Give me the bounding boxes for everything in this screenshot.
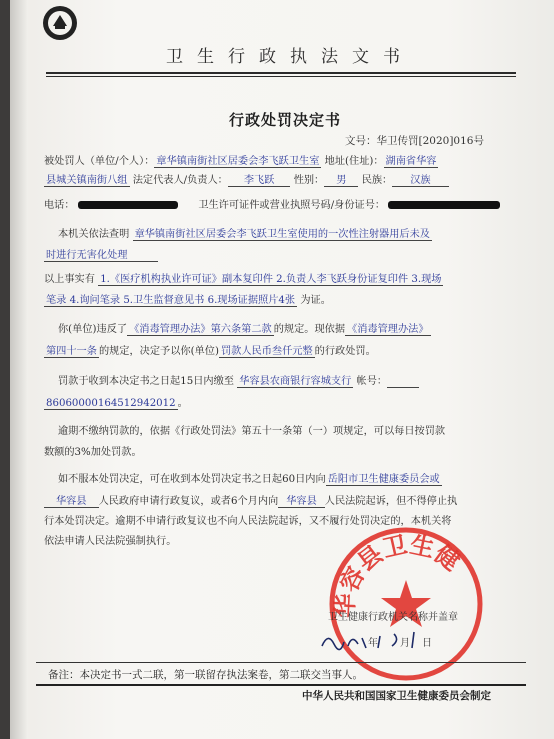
appeal-line-1: 如不服本处罚决定，可在收到本处罚决定书之日起60日内向 岳阳市卫生健康委员会或 <box>58 474 440 485</box>
document-number: 文号：华卫传罚[2020]016号 <box>345 135 484 147</box>
redacted-id <box>388 201 500 209</box>
header-title: 卫生行政执法文书 <box>166 47 414 67</box>
footer-note: 备注：本决定书一式二联，第一联留存执法案卷，第二联交当事人。 <box>48 669 363 681</box>
header-divider <box>46 72 516 74</box>
handwritten-date <box>318 626 438 652</box>
overdue-line-1: 逾期不缴纳罚款的，依据《行政处罚法》第五十一条第（一）项规定，可以每日按罚款 <box>58 426 446 437</box>
party-nation: 汉族 <box>392 175 448 187</box>
facts-line-2: 时进行无害化处理 <box>44 246 158 261</box>
party-name: 章华镇南街社区居委会李飞跃卫生室 <box>156 156 320 167</box>
party-sex: 男 <box>324 175 358 187</box>
authority-label: 卫生健康行政机关名称并盖章 <box>328 612 458 623</box>
document-title: 行政处罚决定书 <box>228 111 341 129</box>
party-representative: 李飞跃 <box>228 175 291 187</box>
party-address: 湖南省华容 <box>385 156 437 167</box>
svg-text:年: 年 <box>368 638 378 649</box>
appeal-line-4: 依法申请人民法院强制执行。 <box>44 536 177 547</box>
svg-text:月: 月 <box>400 638 410 649</box>
header-divider-thin <box>46 76 516 77</box>
payment-line-2: 86060000164512942012 。 <box>46 398 188 409</box>
contact-line: 电话： 卫生许可证件或营业执照号码/身份证号： <box>44 196 500 211</box>
page-shadow <box>10 0 28 739</box>
violation-line-1: 你(单位)违反了 《消毒管理办法》第六条第二款 的规定。现依据 《消毒管理办法》 <box>58 324 429 335</box>
payment-line-1: 罚款于收到本决定书之日起15日内缴至 华容县农商银行容城支行 帐号： <box>58 372 419 387</box>
footer-divider <box>36 662 526 663</box>
appeal-line-3: 行本处罚决定。逾期不申请行政复议也不向人民法院起诉，又不履行处罚决定的，本机关将 <box>44 516 452 527</box>
violation-line-2: 第四十一条 的规定，决定予以你(单位) 罚款人民币叁仟元整 的行政处罚。 <box>46 346 376 357</box>
party-line-2: 县城关镇南街八组 法定代表人/负责人： 李飞跃 性别： 男 民族： 汉族 <box>44 171 449 186</box>
svg-text:日: 日 <box>422 638 432 649</box>
evidence-line-1: 以上事实有 1.《医疗机构执业许可证》副本复印件 2.负责人李飞跃身份证复印件 3.现场 <box>44 274 442 285</box>
appeal-line-2: 华容县 人民政府申请行政复议，或者6个月内向 华容县 人民法院起诉，但不得停止执 <box>44 492 457 507</box>
overdue-line-2: 数额的3%加处罚款。 <box>44 447 142 458</box>
document-page <box>10 0 554 739</box>
evidence-line-2: 笔录 4.询问笔录 5.卫生监督意见书 6.现场证据照片4张 为证。 <box>46 295 331 306</box>
party-line-1: 被处罚人（单位/个人）： 章华镇南街社区居委会李飞跃卫生室 地址(住址)： 湖南省华容 <box>44 156 437 167</box>
emblem-icon <box>28 4 80 42</box>
account-number: 86060000164512942012 <box>46 398 176 409</box>
redacted-phone <box>78 201 178 209</box>
footer-divider-thick <box>36 684 526 686</box>
facts-line-1: 本机关依法查明 章华镇南街社区居委会李飞跃卫生室使用的一次性注射器用后未及 <box>58 229 430 240</box>
issuer-note: 中华人民共和国国家卫生健康委员会制定 <box>302 690 491 702</box>
svg-text:华容县卫生健: 华容县卫生健 <box>330 530 465 619</box>
